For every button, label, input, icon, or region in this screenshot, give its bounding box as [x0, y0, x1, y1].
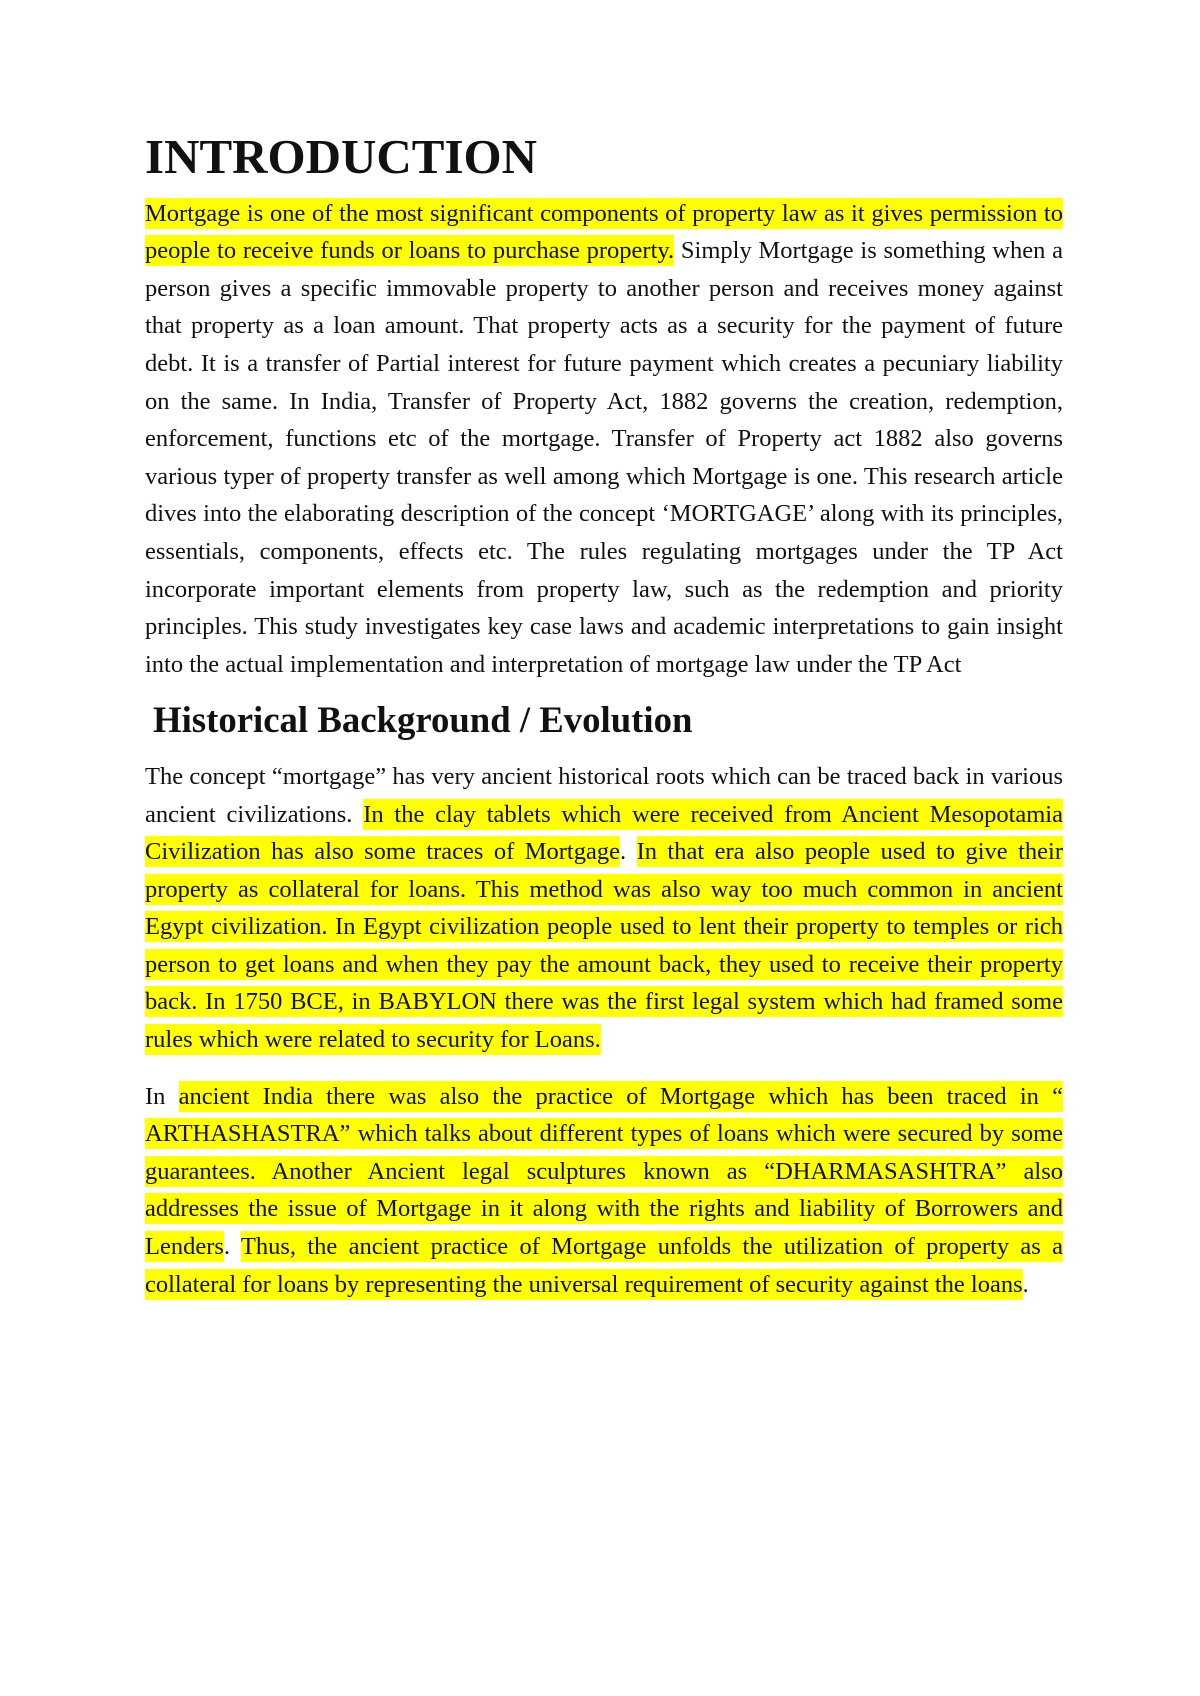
document-page	[145, 129, 1064, 1303]
highlighted-text: Thus, the ancient practice of Mortgage unfolds the utilization of property as a collateral for loans by representing the universal requirement of security against the loans	[145, 1233, 1064, 1298]
introduction-paragraph	[145, 195, 1063, 684]
body-text: The concept “mortgage” has very ancient historical roots which can be traced back in various ancient civilizations.	[145, 762, 1063, 828]
body-text: .	[619, 838, 637, 866]
highlighted-text: ancient India there was also the practice of Mortgage which has been traced in “ ARTHASHASTRA” which talks about different types of loans which were secured by some guarantees. Another Ancient legal sculptures known as “DHARMASASHTRA” also addresses the issue of Mortgage in it along with the rights and liability of Borrowers and Lenders	[145, 1082, 1063, 1261]
body-text: In	[145, 1082, 179, 1110]
highlighted-text: In the clay tablets which were received from Ancient Mesopotamia Civilization has also some traces of Mortgage	[145, 800, 1063, 866]
history-paragraph-1	[145, 758, 1063, 1059]
highlighted-text: Mortgage is one of the most significant components of property law as it gives permission to people to receive funds or loans to purchase property.	[145, 199, 1063, 265]
highlighted-text: In that era also people used to give their property as collateral for loans. This method was also way too much common in ancient Egypt civilization. In Egypt civilization people used to lent their property to temples or rich person to get loans and when they pay the amount back, they used to receive their property back. In 1750 BCE, in BABYLON there was the first legal system which had framed some rules which were related to security for Loans.	[145, 838, 1063, 1054]
body-text: Simply Mortgage is something when a person gives a specific immovable property to another person and receives money against that property as a loan amount. That property acts as a security for the payment of future debt. It is a transfer of Partial interest for future payment which creates a pecuniary liability on the same. In India, Transfer of Property Act, 1882 governs the creation, redemption, enforcement, functions etc of the mortgage. Transfer of Property act 1882 also governs various typer of property transfer as well among which Mortgage is one. This research article dives into the elaborating description of the concept ‘MORTGAGE’ along with its principles, essentials, components, effects etc. The rules regulating mortgages under the TP Act incorporate important elements from property law, such as the redemption and priority principles. This study investigates key case laws and academic interpretations to gain insight into the actual implementation and interpretation of mortgage law under the TP Act	[145, 237, 1063, 678]
introduction-heading: INTRODUCTION	[145, 129, 538, 184]
historical-background-heading: Historical Background / Evolution	[153, 699, 693, 741]
history-paragraph-2	[145, 1078, 1063, 1304]
body-text: .	[1022, 1270, 1029, 1298]
body-text: .	[223, 1233, 241, 1261]
